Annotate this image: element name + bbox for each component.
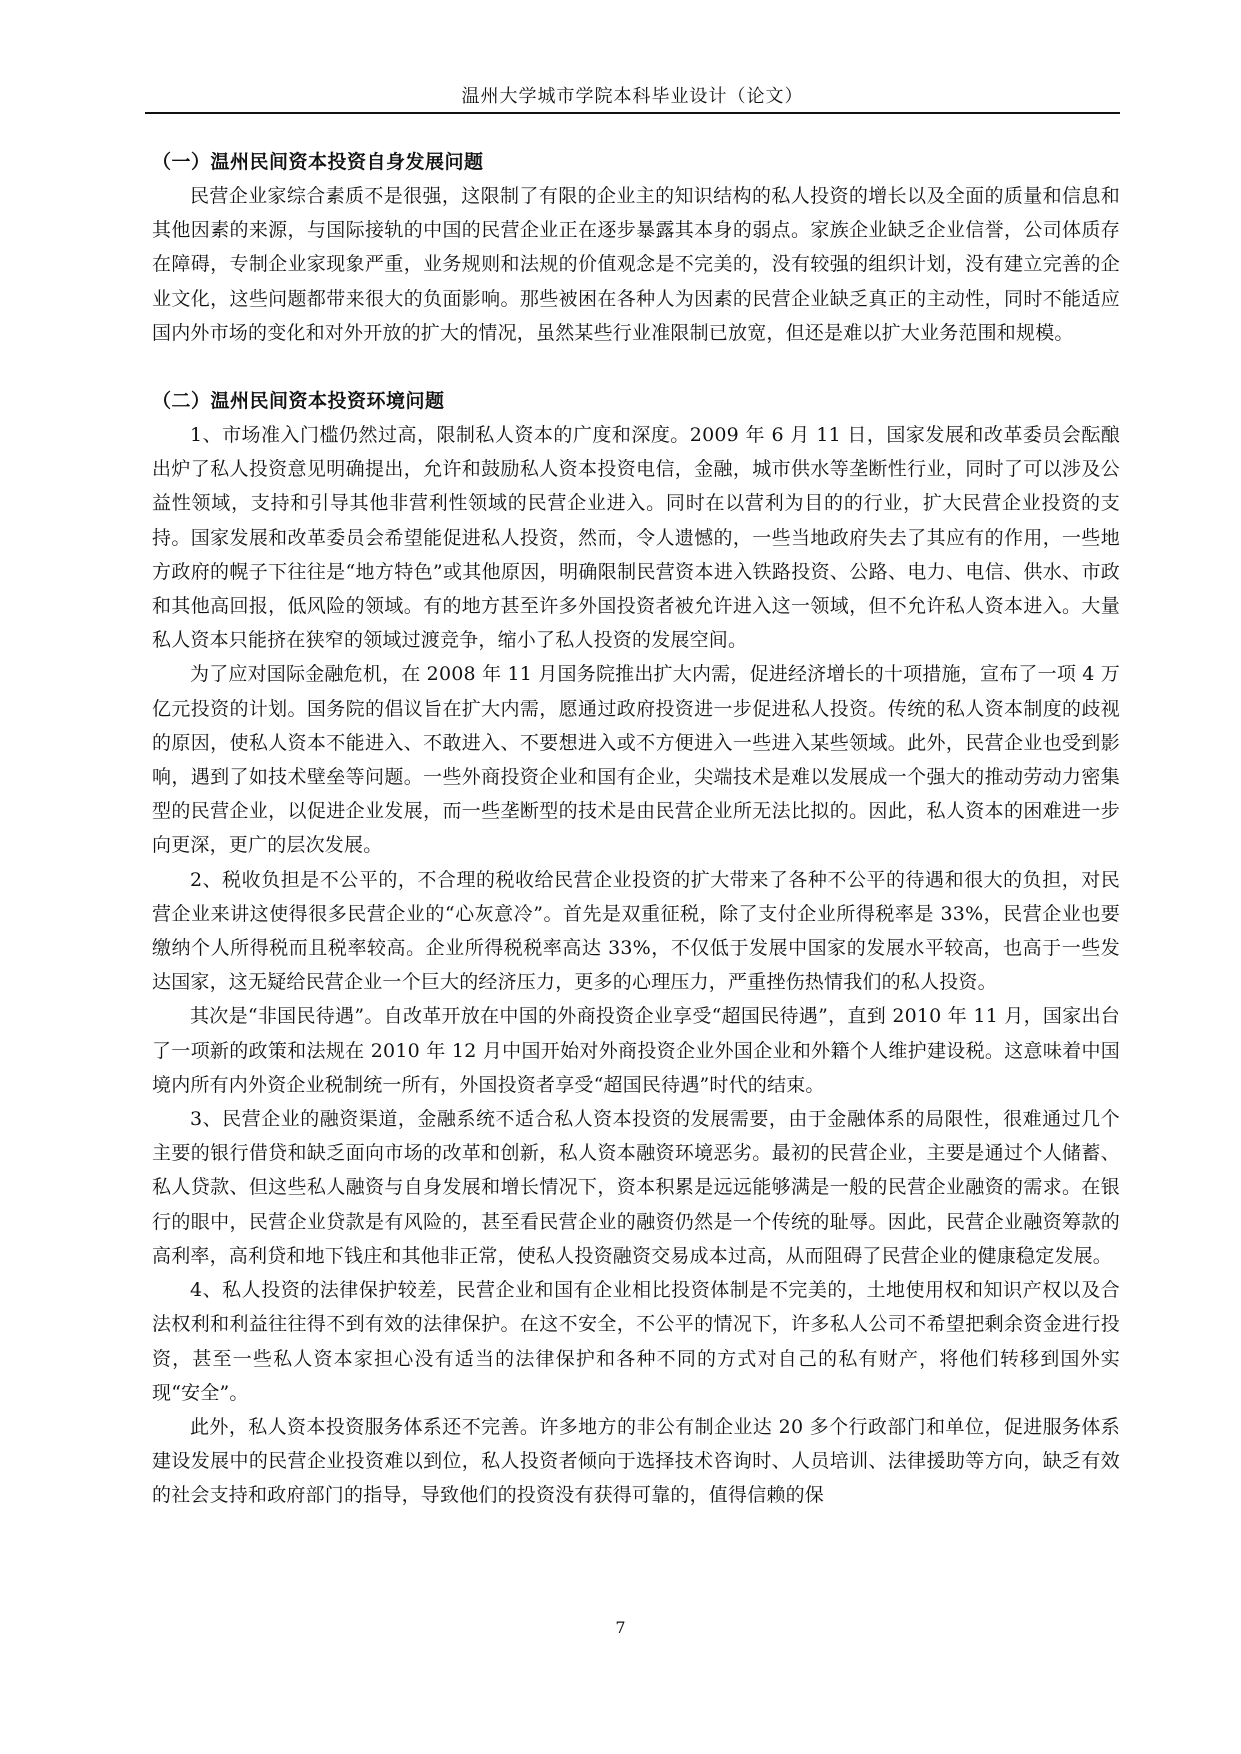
header-divider: [145, 112, 1120, 114]
section-2-paragraph-5: 3、民营企业的融资渠道，金融系统不适合私人资本投资的发展需要，由于金融体系的局限性，很难通过几个主要的银行借贷和缺乏面向市场的改革和创新，私人资本融资环境恶劣。最初的民营企业，主要是通过个人储蓄、私人贷款、但这些私人融资与自身发展和增长情况下，资本积累是远远能够满是一般的民营企业融资的需求。在银行的眼中，民营企业贷款是有风险的，甚至看民营企业的融资仍然是一个传统的耻辱。因此，民营企业融资筹款的高利率，高利贷和地下钱庄和其他非正常，使私人投资融资交易成本过高，从而阻碍了民营企业的健康稳定发展。: [152, 1108, 1120, 1267]
section-2-paragraph-4: 其次是“非国民待遇”。自改革开放在中国的外商投资企业享受“超国民待遇”，直到 2010 年 11 月，国家出台了一项新的政策和法规在 2010 年 12 月中国开始对外商投资企业外国企业和外籍个人维护建设税。这意味着中国境内所有内外资企业税制统一所有，外国投资者享受“超国民待遇”时代的结束。: [152, 1005, 1120, 1096]
section-2-paragraph-2: 为了应对国际金融危机，在 2008 年 11 月国务院推出扩大内需，促进经济增长的十项措施，宣布了一项 4 万亿元投资的计划。国务院的倡议旨在扩大内需，愿通过政府投资进一步促进私人投资。传统的私人资本制度的歧视的原因，使私人资本不能进入、不敢进入、不要想进入或不方便进入一些进入某些领域。此外，民营企业也受到影响，遇到了如技术壁垒等问题。一些外商投资企业和国有企业，尖端技术是难以发展成一个强大的推动劳动力密集型的民营企业，以促进企业发展，而一些垄断型的技术是由民营企业所无法比拟的。因此，私人资本的困难进一步向更深，更广的层次发展。: [152, 663, 1120, 857]
section-2-paragraph-1: 1、市场准入门槛仍然过高，限制私人资本的广度和深度。2009 年 6 月 11 日，国家发展和改革委员会酝酿出炉了私人投资意见明确提出，允许和鼓励私人资本投资电信，金融，城市供水等垄断性行业，同时了可以涉及公益性领域，支持和引导其他非营利性领域的民营企业进入。同时在以营利为目的的行业，扩大民营企业投资的支持。国家发展和改革委员会希望能促进私人投资，然而，令人遗憾的，一些当地政府失去了其应有的作用，一些地方政府的幌子下往往是“地方特色”或其他原因，明确限制民营资本进入铁路投资、公路、电力、电信、供水、市政和其他高回报，低风险的领域。有的地方甚至许多外国投资者被允许进入这一领域，但不允许私人资本进入。大量私人资本只能挤在狭窄的领域过渡竞争，缩小了私人投资的发展空间。: [152, 424, 1120, 652]
section-heading-1: （一）温州民间资本投资自身发展问题: [152, 151, 484, 173]
page-header-title: 温州大学城市学院本科毕业设计（论文）: [461, 86, 804, 107]
section-spacer: [152, 350, 1120, 384]
section-2-paragraph-7: 此外，私人资本投资服务体系还不完善。许多地方的非公有制企业达 20 多个行政部门和单位，促进服务体系建设发展中的民营企业投资难以到位，私人投资者倾向于选择技术咨询时、人员培训、法律援助等方向，缺乏有效的社会支持和政府部门的指导，导致他们的投资没有获得可靠的，值得信赖的保: [152, 1415, 1120, 1507]
section-2-paragraph-6: 4、私人投资的法律保护较差，民营企业和国有企业相比投资体制是不完美的，土地使用权和知识产权以及合法权利和利益往往得不到有效的法律保护。在这不安全，不公平的情况下，许多私人公司不希望把剩余资金进行投资，甚至一些私人资本家担心没有适当的法律保护和各种不同的方式对自己的私有财产，将他们转移到国外实现“安全”。: [152, 1279, 1120, 1404]
document-body: [152, 145, 1120, 1513]
section-heading-2: （二）温州民间资本投资环境问题: [152, 390, 445, 413]
section-1-paragraph-1: 民营企业家综合素质不是很强，这限制了有限的企业主的知识结构的私人投资的增长以及全面的质量和信息和其他因素的来源，与国际接轨的中国的民营企业正在逐步暴露其本身的弱点。家族企业缺乏企业信誉，公司体质存在障碍，专制企业家现象严重，业务规则和法规的价值观念是不完美的，没有较强的组织计划，没有建立完善的企业文化，这些问题都带来很大的负面影响。那些被困在各种人为因素的民营企业缺乏真正的主动性，同时不能适应国内外市场的变化和对外开放的扩大的情况，虽然某些行业准限制已放宽，但还是难以扩大业务范围和规模。: [152, 185, 1120, 344]
section-2-paragraph-3: 2、税收负担是不公平的，不合理的税收给民营企业投资的扩大带来了各种不公平的待遇和很大的负担，对民营企业来讲这使得很多民营企业的“心灰意冷”。首先是双重征税，除了支付企业所得税率是 33%，民营企业也要缴纳个人所得税而且税率较高。企业所得税税率高达 33%，不仅低于发展中国家的发展水平较高，也高于一些发达国家，这无疑给民营企业一个巨大的经济压力，更多的心理压力，严重挫伤热情我们的私人投资。: [152, 868, 1120, 994]
page-number: 7: [615, 1618, 626, 1637]
